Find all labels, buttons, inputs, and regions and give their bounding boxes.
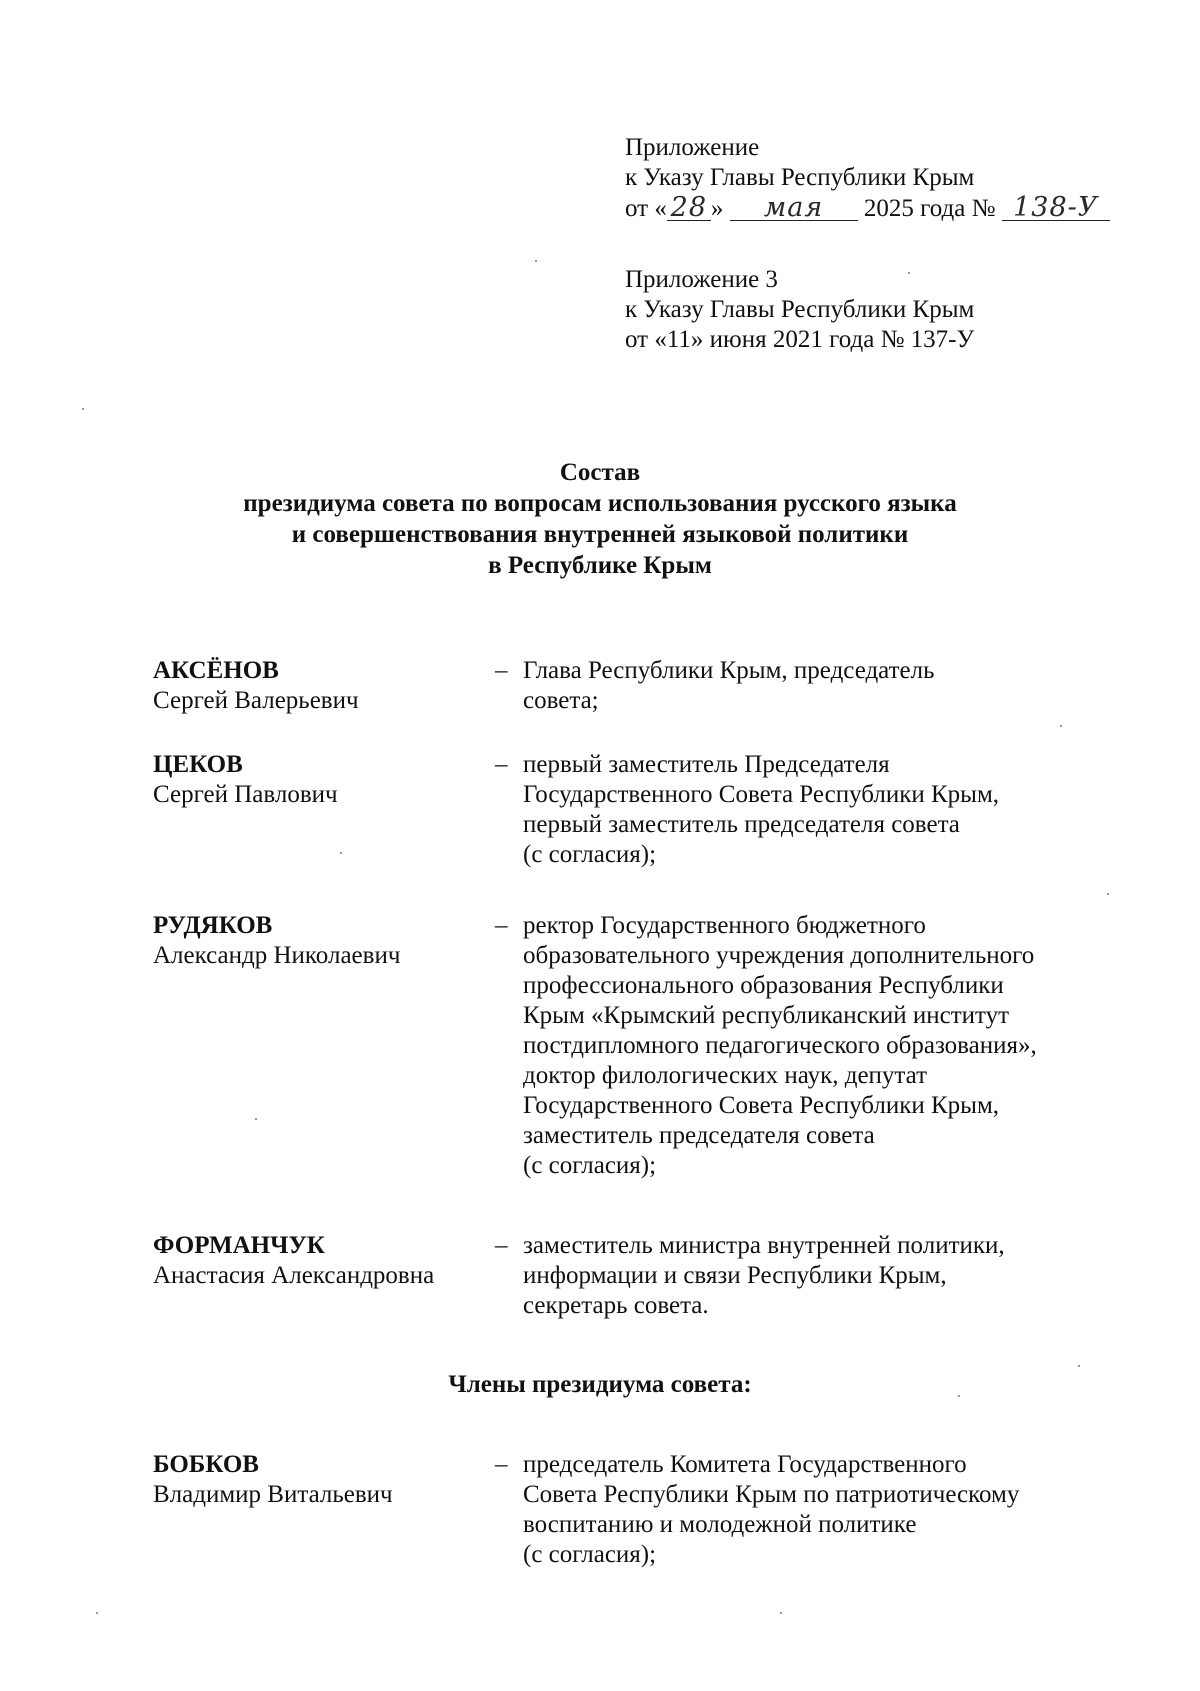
- title-line-4: в Республике Крым: [488, 552, 712, 579]
- person-given-name: Александр Николаевич: [153, 942, 401, 969]
- scan-speck: [96, 1612, 98, 1614]
- scan-speck: [1078, 1365, 1080, 1367]
- person-given-name: Владимир Витальевич: [153, 1481, 393, 1508]
- date-day-close: »: [710, 195, 724, 222]
- appendix-current-block: [625, 133, 1145, 224]
- person-given-name: Анастасия Александровна: [153, 1262, 435, 1289]
- entry-dash: –: [495, 1451, 508, 1478]
- person-position: ректор Государственного бюджетного образовательного учреждения дополнительного профессионального образования Республики Крым «Крымский республиканский институт постдипломного педагогического образования», доктор филологических наук, депутат Государственного Совета Республики Крым, заместитель председателя совета (с согласия);: [523, 912, 1037, 1179]
- person-surname: АКСЁНОВ: [153, 657, 279, 684]
- person-position: председатель Комитета Государственного Совета Республики Крым по патриотическому воспитанию и молодежной политике (с согласия);: [523, 1451, 1020, 1568]
- handwritten-month: мая: [730, 193, 858, 224]
- person-surname: ФОРМАНЧУК: [153, 1232, 325, 1259]
- document-title: [0, 457, 1200, 581]
- scan-speck: [958, 1395, 960, 1397]
- entry-dash: –: [495, 657, 508, 684]
- appendix-date-line: [625, 193, 1145, 224]
- appendix-previous-date: от «11» июня 2021 года № 137-У: [625, 326, 975, 353]
- title-line-2: президиума совета по вопросам использования русского языка: [243, 490, 957, 517]
- handwritten-decree-number: 138-У: [1002, 193, 1110, 224]
- date-year-text: 2025 года №: [863, 195, 996, 222]
- appendix-label: Приложение: [625, 134, 760, 161]
- scan-speck: [82, 408, 84, 410]
- person-given-name: Сергей Павлович: [153, 781, 338, 808]
- appendix-previous-label: Приложение 3: [625, 266, 778, 293]
- members-heading: Члены президиума совета:: [448, 1371, 752, 1398]
- handwritten-day: 28: [667, 193, 711, 224]
- person-position: первый заместитель Председателя Государственного Совета Республики Крым, первый заместитель председателя совета (с согласия);: [523, 751, 1000, 868]
- title-line-1: Состав: [559, 459, 641, 486]
- appendix-previous-block: [625, 265, 1145, 355]
- scan-speck: [908, 272, 910, 274]
- scan-speck: [780, 1612, 782, 1614]
- person-surname: РУДЯКОВ: [153, 912, 273, 939]
- date-prefix: от «: [625, 195, 667, 222]
- scan-speck: [1060, 725, 1062, 727]
- title-line-3: и совершенствования внутренней языковой политики: [291, 521, 909, 548]
- entry-dash: –: [495, 912, 508, 939]
- entry-dash: –: [495, 1232, 508, 1259]
- person-surname: ЦЕКОВ: [153, 751, 243, 778]
- person-position: Глава Республики Крым, председатель совета;: [523, 657, 935, 714]
- scan-speck: [340, 852, 342, 854]
- scan-speck: [1107, 893, 1109, 895]
- entry-dash: –: [495, 751, 508, 778]
- person-given-name: Сергей Валерьевич: [153, 687, 359, 714]
- scan-speck: [535, 260, 537, 262]
- scan-speck: [255, 1118, 257, 1120]
- person-position: заместитель министра внутренней политики, информации и связи Республики Крым, секретарь совета.: [523, 1232, 1005, 1319]
- person-surname: БОБКОВ: [153, 1451, 259, 1478]
- appendix-previous-decree-ref: к Указу Главы Республики Крым: [625, 296, 975, 323]
- appendix-decree-ref: к Указу Главы Республики Крым: [625, 164, 975, 191]
